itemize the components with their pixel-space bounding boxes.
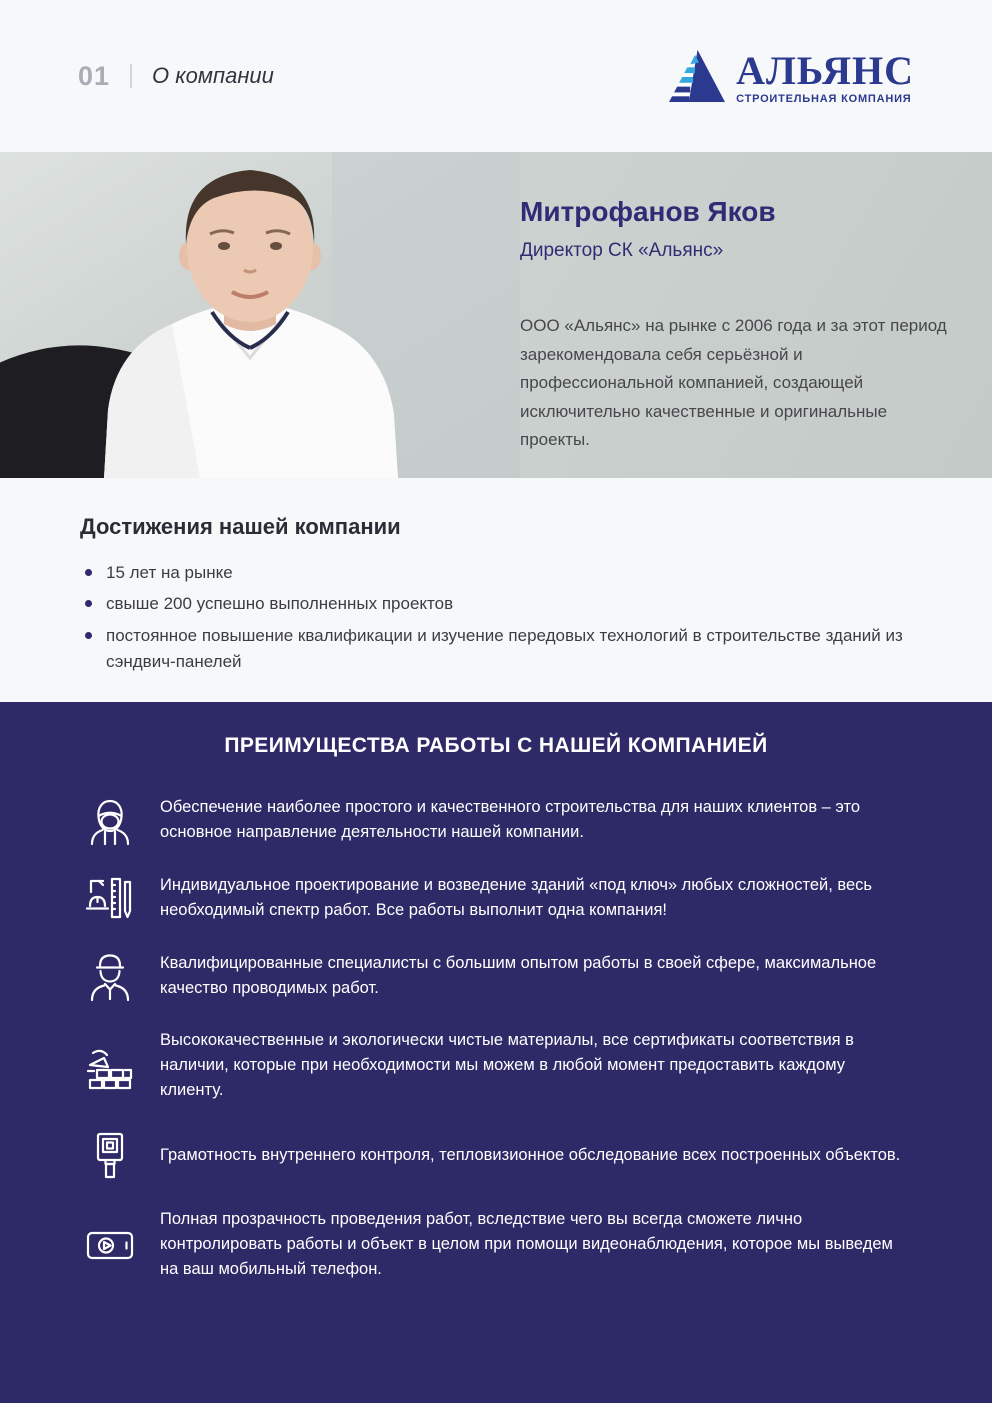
advantage-text: Грамотность внутреннего контроля, тепловизионное обследование всех построенных объектов. (160, 1145, 901, 1164)
advantages-list (84, 794, 912, 1282)
logo-pyramid-icon (666, 47, 728, 105)
director-photo (0, 152, 520, 483)
director-name: Митрофанов Яков (520, 196, 776, 227)
advantage-text: Обеспечение наиболее простого и качественного строительства для наших клиентов – это основное направление деятельности нашей компании. (160, 797, 861, 841)
header-divider (130, 64, 132, 88)
director-position: Директор СК «Альянс» (520, 240, 724, 261)
thermal-camera-icon (84, 1129, 136, 1181)
advantage-text: Индивидуальное проектирование и возведение зданий «под ключ» любых сложностей, весь необходимый спектр работ. Все работы выполнит одна компания! (160, 875, 872, 919)
breadcrumb (78, 61, 274, 92)
advantage-item (84, 950, 912, 1002)
achievements-title: Достижения нашей компании (80, 514, 401, 539)
logo-subtitle: СТРОИТЕЛЬНАЯ КОМПАНИЯ (736, 93, 912, 105)
advantage-item (84, 1129, 912, 1181)
achievement-item: свыше 200 успешно выполненных проектов (80, 591, 910, 617)
achievement-item: 15 лет на рынке (80, 560, 910, 586)
advantage-item (84, 1207, 912, 1282)
logo-name: АЛЬЯНС (736, 48, 914, 93)
materials-icon (84, 1040, 136, 1092)
advantages-title: ПРЕИМУЩЕСТВА РАБОТЫ С НАШЕЙ КОМПАНИЕЙ (224, 734, 768, 757)
advantage-item (84, 872, 912, 924)
director-section (0, 152, 992, 478)
achievements-list (80, 560, 912, 675)
advantage-item (84, 794, 912, 846)
section-number: 01 (78, 60, 111, 91)
achievement-item: постоянное повышение квалификации и изучение передовых технологий в строительстве зданий из сэндвич-панелей (80, 623, 910, 676)
achievements-section (0, 478, 992, 702)
logo-text (736, 48, 914, 105)
design-tools-icon (84, 872, 136, 924)
specialist-icon (84, 950, 136, 1002)
advantages-section (0, 702, 992, 1403)
advantage-item (84, 1028, 912, 1103)
director-info (520, 152, 950, 455)
director-description: ООО «Альянс» на рынке с 2006 года и за этот период зарекомендовала себя серьёзной и профессиональной компанией, создающей исключительно качественные и оригинальные проекты. (520, 316, 947, 450)
advantage-text: Квалифицированные специалисты с большим опытом работы в своей сфере, максимальное качество проводимых работ. (160, 953, 877, 997)
section-title: О компании (152, 63, 274, 88)
page-header (0, 0, 992, 152)
advantage-text: Полная прозрачность проведения работ, вследствие чего вы всегда сможете лично контролировать работы и объект в целом при помощи видеонаблюдения, которое мы выведем на ваш мобильный телефон. (160, 1210, 893, 1279)
worker-icon (84, 794, 136, 846)
company-logo (666, 47, 914, 105)
phone-video-icon (84, 1219, 136, 1271)
advantage-text: Высококачественные и экологически чистые материалы, все сертификаты соответствия в наличии, которые при необходимости мы можем в любой момент предоставить каждому клиенту. (160, 1031, 854, 1100)
